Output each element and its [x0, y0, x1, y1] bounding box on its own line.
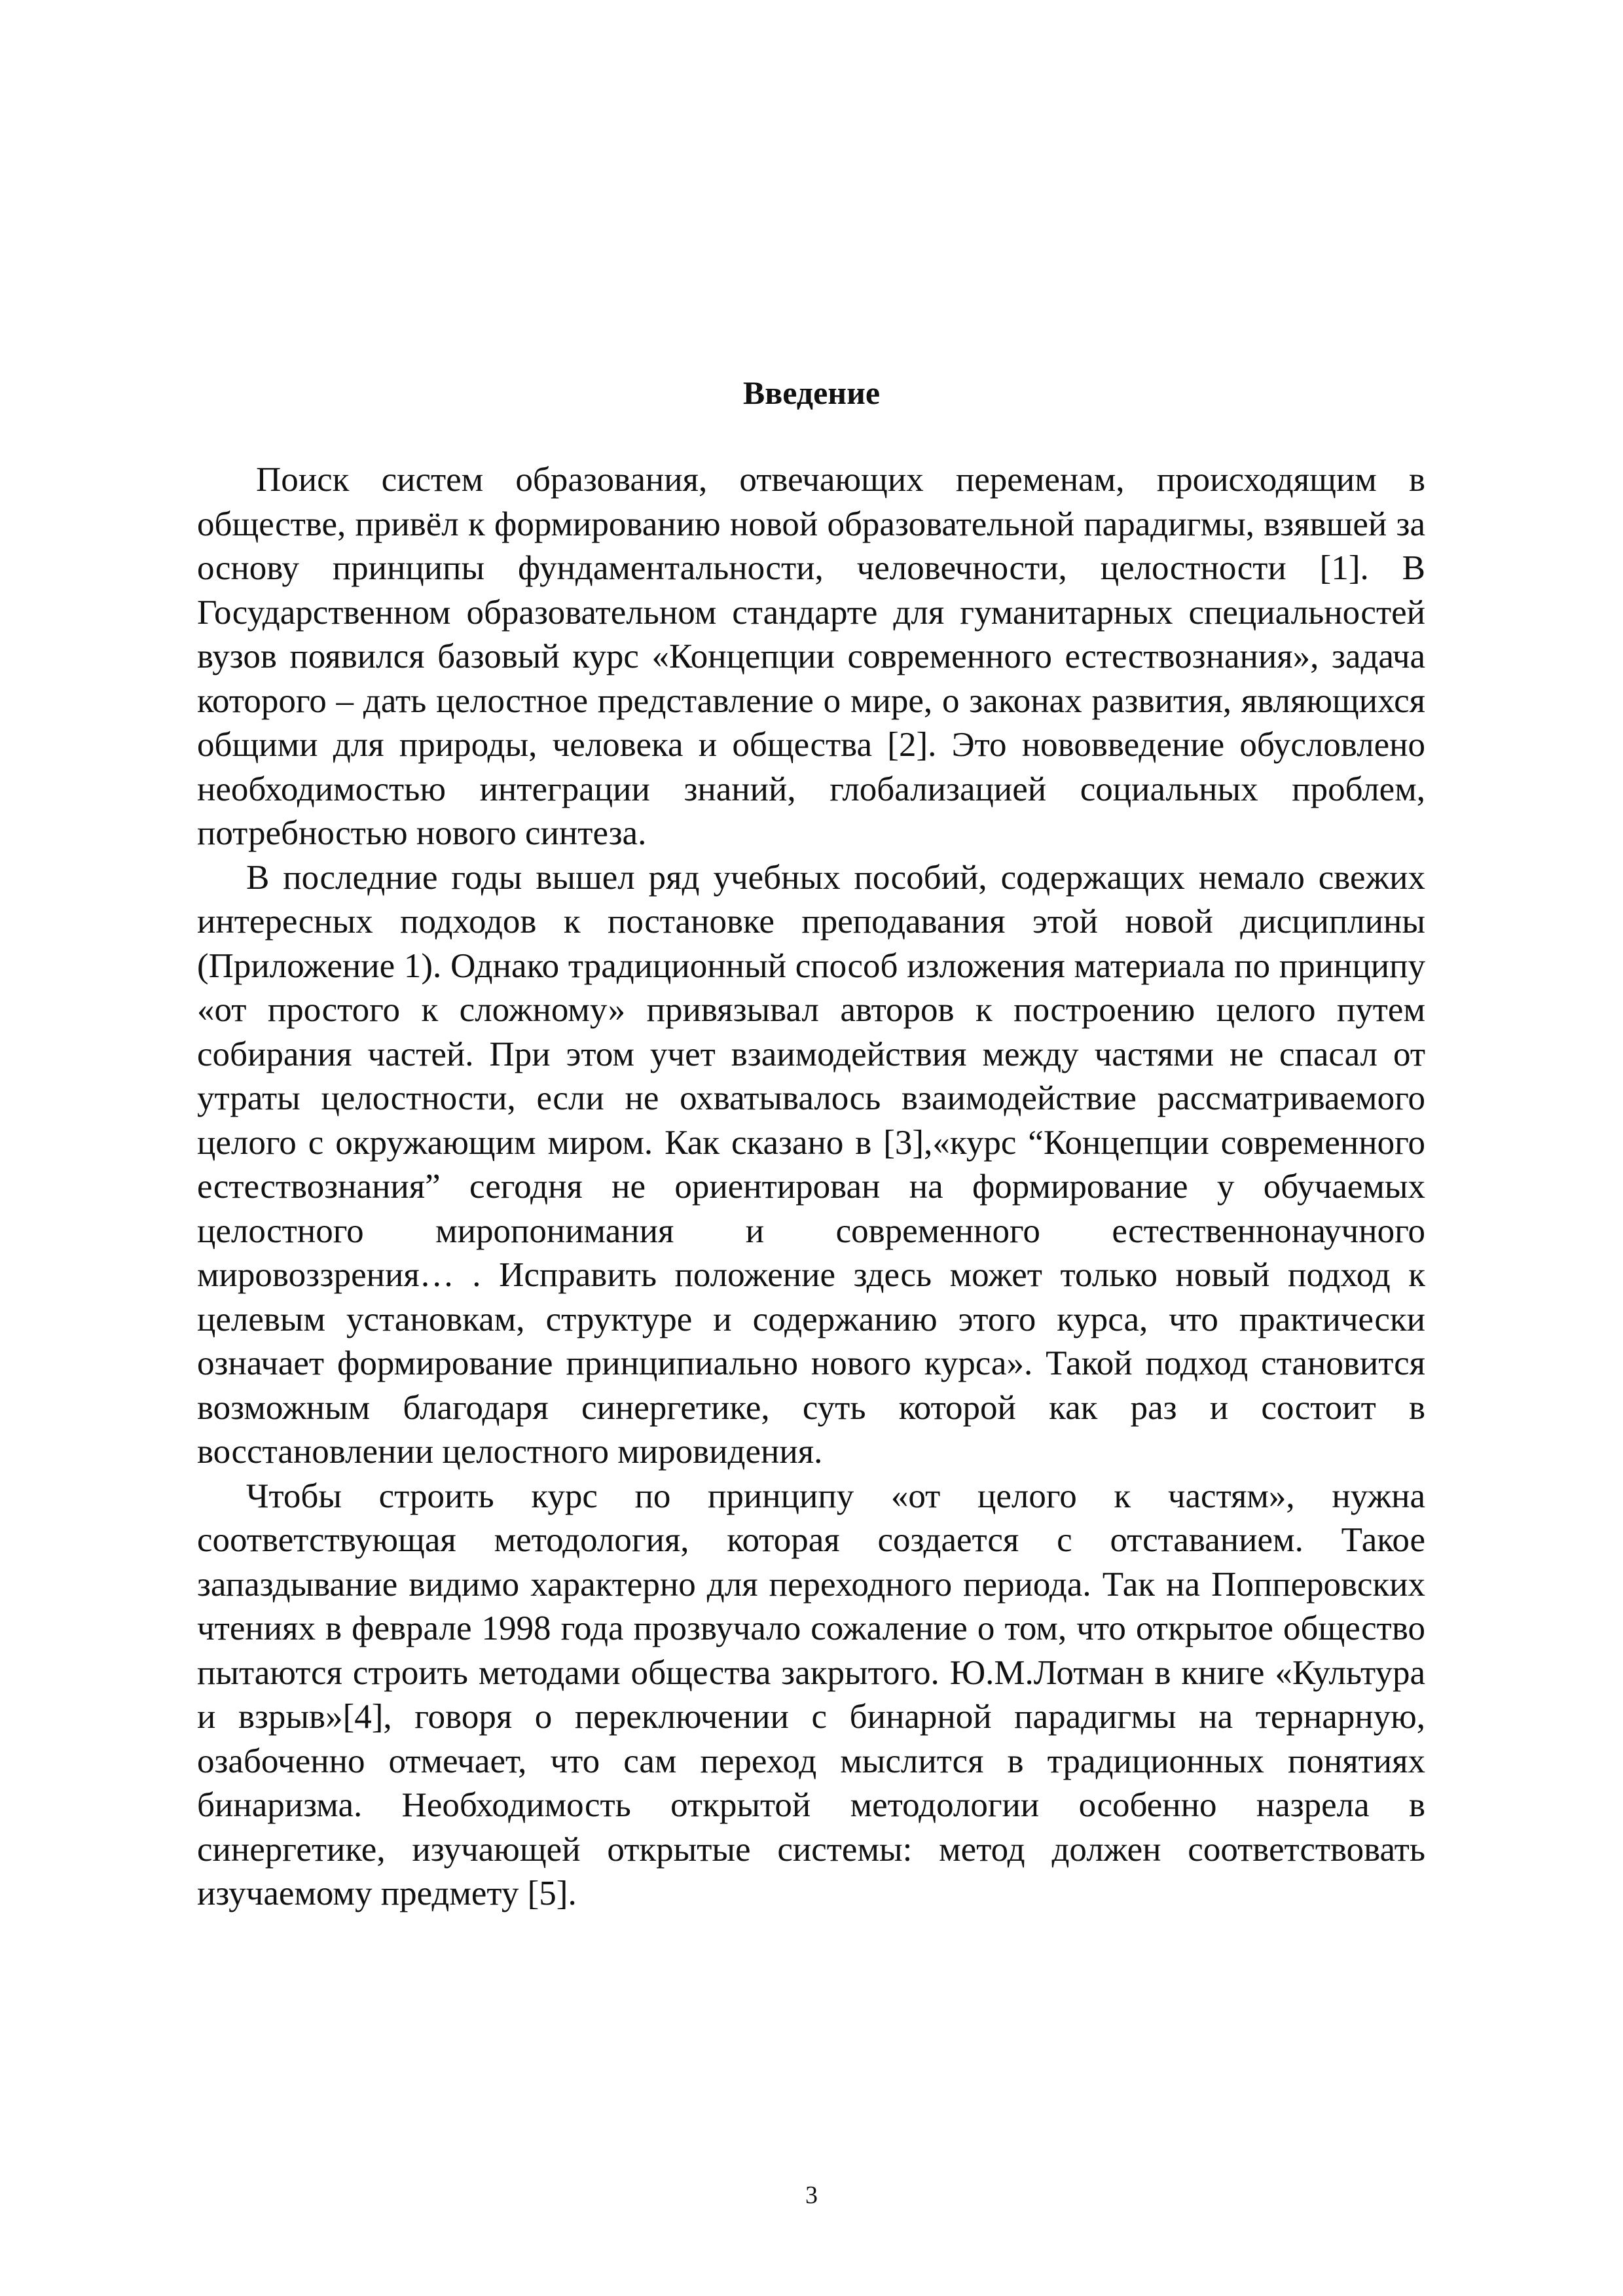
body-text: [197, 458, 1425, 1916]
paragraph-2: В последние годы вышел ряд учебных пособий, содержащих немало свежих интересных подходов к постановке преподавания этой новой дисциплины (Приложение 1). Однако традиционный способ изложения материала по принципу «от простого к сложному» привязывал авторов к построению целого путем собирания частей. При этом учет взаимодействия между частями не спасал от утраты целостности, если не охватывалось взаимодействие рассматриваемого целого с окружающим миром. Как сказано в [3],«курс “Концепции современного естествознания” сегодня не ориентирован на формирование у обучаемых целостного миропонимания и современного естественнонаучного мировоззрения… . Исправить положение здесь может только новый подход к целевым установкам, структуре и содержанию этого курса, что практически означает формирование принципиально нового курса». Такой подход становится возможным благодаря синергетике, суть которой как раз и состоит в восстановлении целостного мировидения.: [197, 858, 1425, 1471]
paragraph-1: Поиск систем образования, отвечающих переменам, происходящим в обществе, привёл к формированию новой образовательной парадигмы, взявшей за основу принципы фундаментальности, человечности, целостности [1]. В Государственном образовательном стандарте для гуманитарных специальностей вузов появился базовый курс «Концепции современного естествознания», задача которого – дать целостное представление о мире, о законах развития, являющихся общими для природы, человека и общества [2]. Это нововведение обусловлено необходимостью интеграции знаний, глобализацией социальных проблем, потребностью нового синтеза.: [197, 461, 1425, 852]
paragraph-3: Чтобы строить курс по принципу «от целого к частям», нужна соответствующая методология, которая создается с отставанием. Такое запаздывание видимо характерно для переходного периода. Так на Попперовских чтениях в феврале 1998 года прозвучало сожаление о том, что открытое общество пытаются строить методами общества закрытого. Ю.М.Лотман в книге «Культура и взрыв»[4], говоря о переключении с бинарной парадигмы на тернарную, озабоченно отмечает, что сам переход мыслится в традиционных понятиях бинаризма. Необходимость открытой методологии особенно назрела в синергетике, изучающей открытые системы: метод должен соответствовать изучаемому предмету [5].: [197, 1477, 1425, 1912]
page-number: 3: [805, 2181, 818, 2209]
section-title: Введение: [742, 374, 881, 411]
